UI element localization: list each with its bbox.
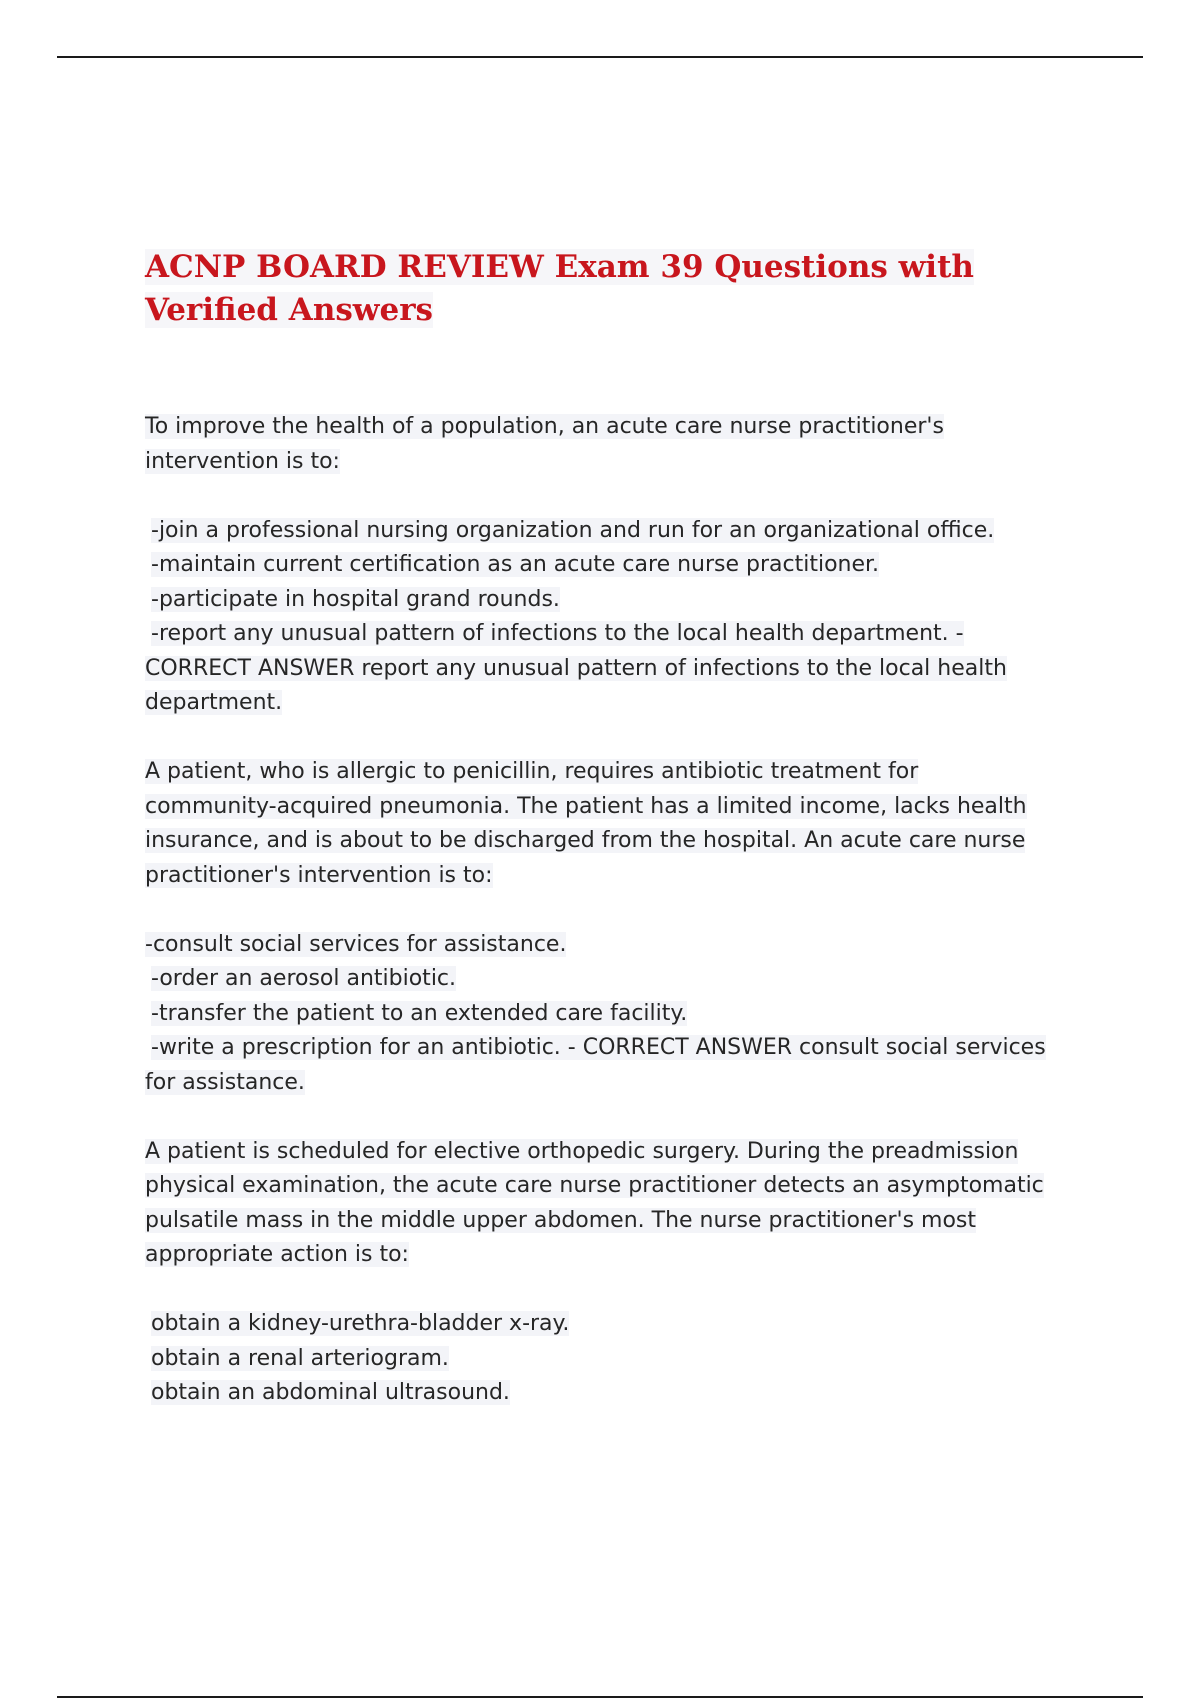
question-stem-line: community-acquired pneumonia. The patient has a limited income, lacks health (145, 793, 1027, 819)
question-stem-line: To improve the health of a population, an acute care nurse practitioner's (145, 414, 944, 439)
document-body (145, 246, 1085, 1411)
answer-option: -report any unusual pattern of infections to the local health department. - (151, 621, 964, 646)
answer-option: -write a prescription for an antibiotic. - CORRECT ANSWER consult social services (151, 1035, 1046, 1060)
question-stem-line: A patient, who is allergic to penicillin, requires antibiotic treatment for (145, 759, 919, 784)
answer-option: -consult social services for assistance. (145, 931, 567, 957)
answer-option: -order an aerosol antibiotic. (151, 966, 457, 991)
answer-option: obtain a kidney-urethra-bladder x-ray. (151, 1311, 570, 1336)
correct-answer-line: department. (145, 690, 283, 715)
header-rule (57, 56, 1143, 58)
question-stem-line: insurance, and is about to be discharged from the hospital. An acute care nurse (145, 828, 1026, 853)
question-stem-line: pulsatile mass in the middle upper abdomen. The nurse practitioner's most (145, 1207, 977, 1233)
answer-option: obtain an abdominal ultrasound. (151, 1380, 510, 1405)
document-title: ACNP BOARD REVIEW Exam 39 Questions with Verified Answers (145, 249, 974, 328)
answer-option: -join a professional nursing organization and run for an organizational office. (151, 517, 995, 543)
question-3 (145, 1135, 1085, 1411)
answer-option: -transfer the patient to an extended care facility. (151, 1000, 688, 1026)
question-stem-line: physical examination, the acute care nurse practitioner detects an asymptomatic (145, 1173, 1044, 1198)
correct-answer-line: for assistance. (145, 1069, 305, 1095)
correct-answer-line: CORRECT ANSWER report any unusual pattern of infections to the local health (145, 655, 1007, 681)
answer-option: -maintain current certification as an acute care nurse practitioner. (151, 552, 880, 577)
question-stem-line: practitioner's intervention is to: (145, 862, 493, 888)
question-stem-line: appropriate action is to: (145, 1242, 409, 1267)
question-stem-line: A patient is scheduled for elective orthopedic surgery. During the preadmission (145, 1138, 1019, 1164)
question-stem-line: intervention is to: (145, 448, 340, 474)
footer-rule (57, 1696, 1143, 1698)
question-2 (145, 755, 1085, 1100)
title-block (145, 246, 1085, 332)
answer-option: obtain a renal arteriogram. (151, 1345, 449, 1371)
answer-option: -participate in hospital grand rounds. (151, 586, 560, 612)
question-1 (145, 410, 1085, 721)
